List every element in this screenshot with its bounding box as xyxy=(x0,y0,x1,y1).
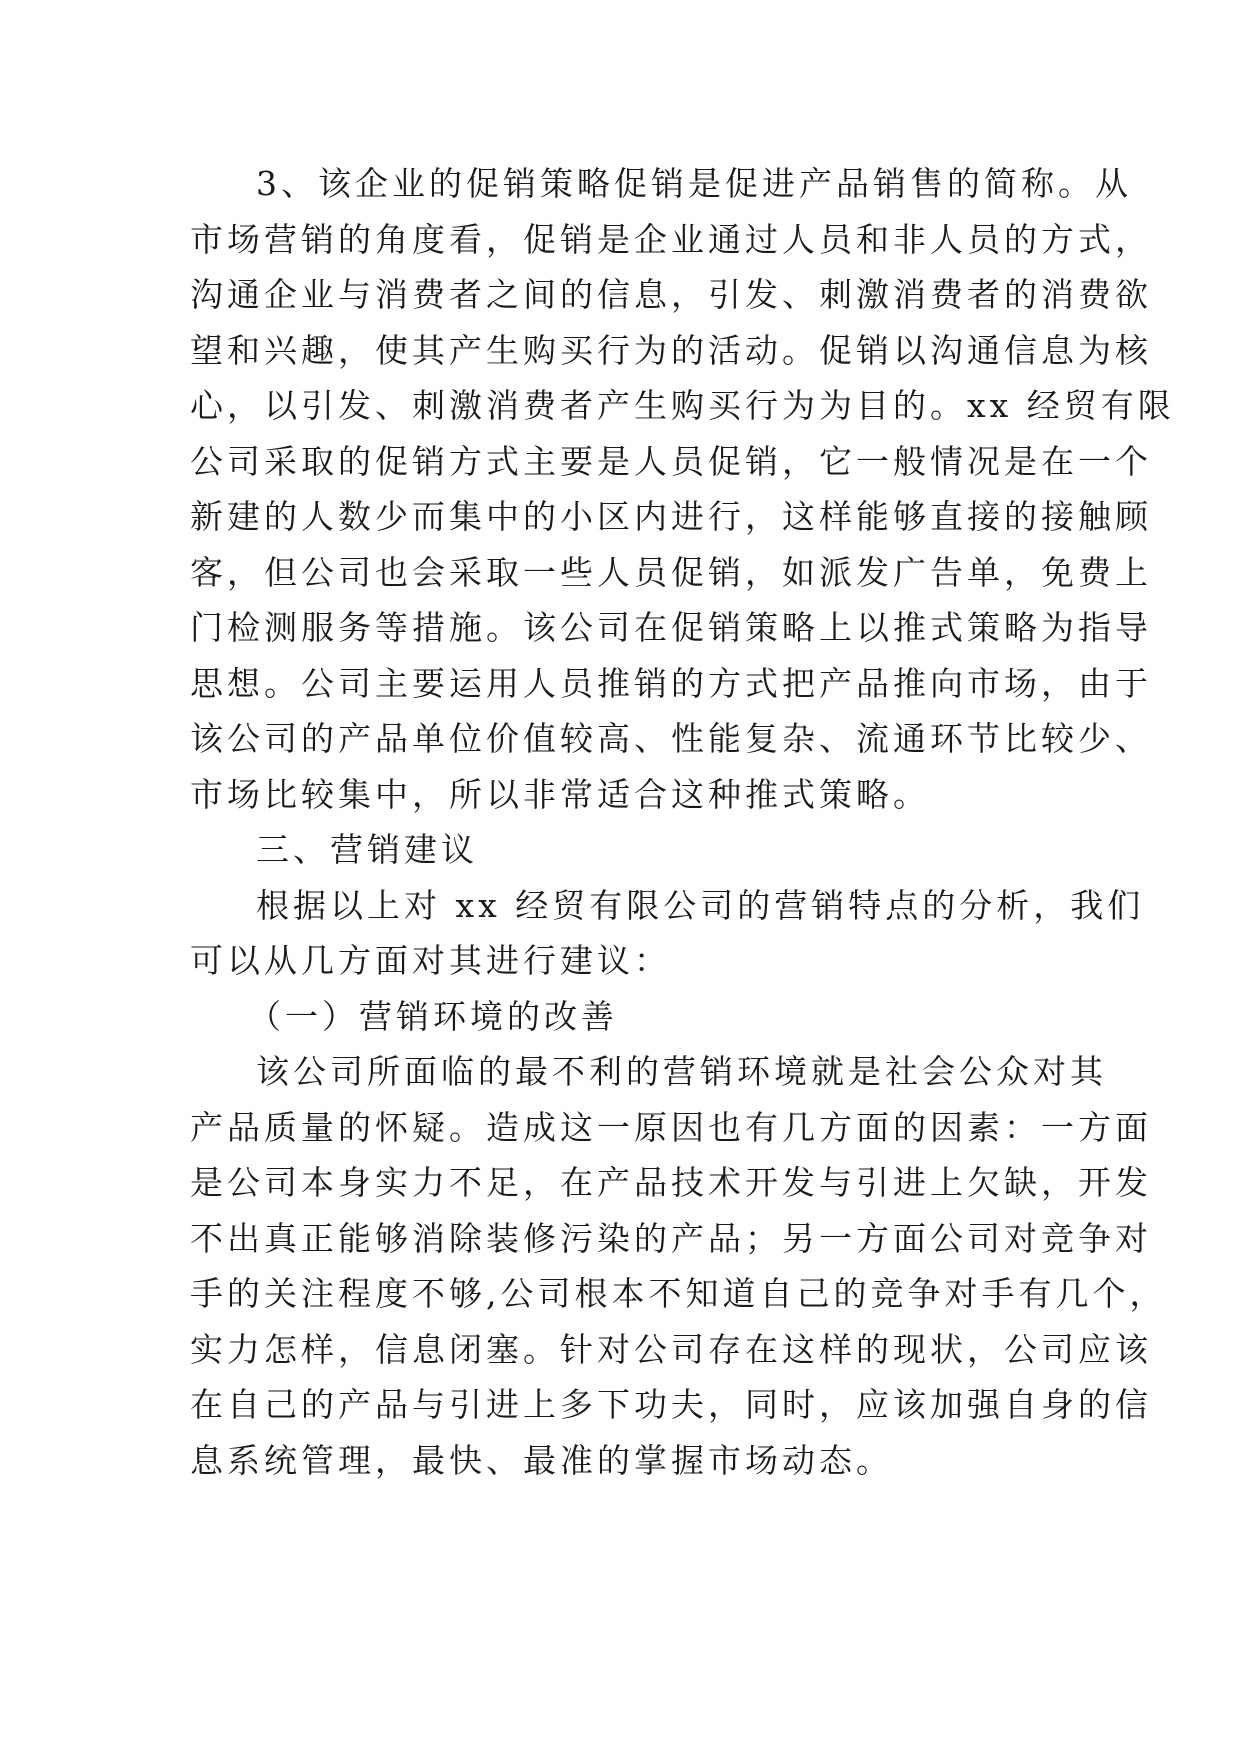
paragraph-line: 思想。公司主要运用人员推销的方式把产品推向市场，由于 xyxy=(190,663,1152,703)
paragraph-line: 该公司的产品单位价值较高、性能复杂、流通环节比较少、 xyxy=(190,719,1152,758)
paragraph-line: 手的关注程度不够,公司根本不知道自己的竞争对手有几个， xyxy=(190,1274,1167,1313)
paragraph-intro xyxy=(190,878,1145,989)
paragraph-promotion-strategy xyxy=(190,156,1175,822)
paragraph-line: 不出真正能够消除装修污染的产品；另一方面公司对竞争对 xyxy=(190,1218,1152,1258)
document-body xyxy=(190,156,1175,1488)
paragraph-line: 在自己的产品与引进上多下功夫，同时，应该加强自身的信 xyxy=(190,1385,1152,1424)
paragraph-line: 沟通企业与消费者之间的信息，引发、刺激消费者的消费欲 xyxy=(190,275,1152,314)
paragraph-line: 根据以上对 xx 经贸有限公司的营销特点的分析，我们 xyxy=(256,885,1145,925)
paragraph-line: 公司采取的促销方式主要是人员促销，它一般情况是在一个 xyxy=(190,441,1152,481)
paragraph-line: 产品质量的怀疑。造成这一原因也有几方面的因素：一方面 xyxy=(190,1107,1152,1147)
paragraph-line: 新建的人数少而集中的小区内进行，这样能够直接的接触顾 xyxy=(190,497,1152,536)
paragraph-line: 可以从几方面对其进行建议： xyxy=(190,941,671,980)
paragraph-line: 息系统管理，最快、最准的掌握市场动态。 xyxy=(190,1440,893,1480)
paragraph-line: 实力怎样，信息闭塞。针对公司存在这样的现状，公司应该 xyxy=(190,1329,1152,1369)
paragraph-line: 心，以引发、刺激消费者产生购买行为为目的。xx 经贸有限 xyxy=(190,386,1175,425)
paragraph-line: 望和兴趣，使其产生购买行为的活动。促销以沟通信息为核 xyxy=(190,330,1152,370)
paragraph-line: 是公司本身实力不足，在产品技术开发与引进上欠缺，开发 xyxy=(190,1163,1152,1202)
paragraph-line: 门检测服务等措施。该公司在促销策略上以推式策略为指导 xyxy=(190,608,1152,647)
paragraph-line: 市场营销的角度看，促销是企业通过人员和非人员的方式， xyxy=(190,219,1152,259)
paragraph-line: 3、该企业的促销策略促销是促进产品销售的简称。从 xyxy=(256,164,1132,203)
paragraph-line: 客，但公司也会采取一些人员促销，如派发广告单，免费上 xyxy=(190,552,1152,592)
subsection-heading: （一）营销环境的改善 xyxy=(248,996,618,1036)
paragraph-line: 该公司所面临的最不利的营销环境就是社会公众对其 xyxy=(256,1052,1107,1091)
paragraph-environment xyxy=(190,1044,1167,1488)
section-heading: 三、营销建议 xyxy=(256,830,478,869)
paragraph-line: 市场比较集中，所以非常适合这种推式策略。 xyxy=(190,774,930,814)
